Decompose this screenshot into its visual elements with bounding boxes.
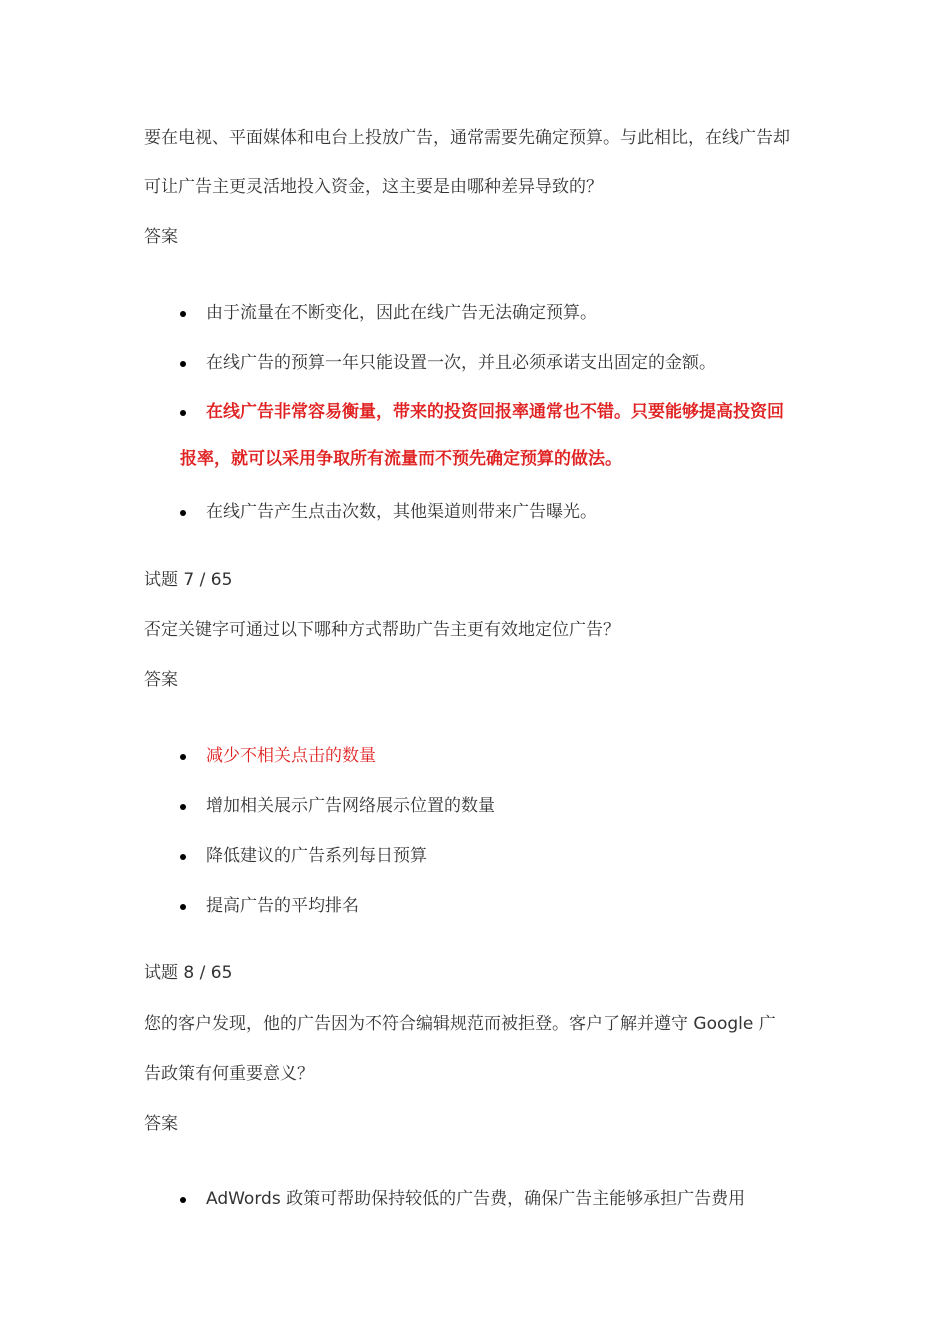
bullet-icon <box>180 754 186 760</box>
q8-question-line-1: 您的客户发现，他的广告因为不符合编辑规范而被拒登。客户了解并遵守 Google 广 <box>144 1014 776 1034</box>
bullet-icon <box>180 311 186 317</box>
q6-option-3-continuation: 报率，就可以采用争取所有流量而不预先确定预算的做法。 <box>180 449 622 469</box>
bullet-icon <box>180 361 186 367</box>
bullet-icon <box>180 804 186 810</box>
q6-answer-label: 答案 <box>144 227 178 247</box>
bullet-icon <box>180 904 186 910</box>
bullet-icon <box>180 854 186 860</box>
q7-option-1-text: 减少不相关点击的数量 <box>206 746 376 766</box>
q6-option-3-text: 在线广告非常容易衡量，带来的投资回报率通常也不错。只要能够提高投资回 <box>206 402 784 422</box>
q8-option-1-text: AdWords 政策可帮助保持较低的广告费，确保广告主能够承担广告费用 <box>206 1189 746 1209</box>
bullet-icon <box>180 410 186 416</box>
q8-answer-label: 答案 <box>144 1114 178 1134</box>
q8-header: 试题 8 / 65 <box>144 963 233 983</box>
bullet-icon <box>180 510 186 516</box>
q7-option-2-text: 增加相关展示广告网络展示位置的数量 <box>206 796 495 816</box>
bullet-icon <box>180 1197 186 1203</box>
q7-option-3-text: 降低建议的广告系列每日预算 <box>206 846 427 866</box>
q7-option-4-text: 提高广告的平均排名 <box>206 896 359 916</box>
q6-option-1-text: 由于流量在不断变化，因此在线广告无法确定预算。 <box>206 303 597 323</box>
q6-question-line-2: 可让广告主更灵活地投入资金，这主要是由哪种差异导致的？ <box>144 177 603 197</box>
q7-answer-label: 答案 <box>144 670 178 690</box>
q7-header: 试题 7 / 65 <box>144 570 233 590</box>
q6-question-line-1: 要在电视、平面媒体和电台上投放广告，通常需要先确定预算。与此相比，在线广告却 <box>144 128 790 148</box>
q8-question-line-2: 告政策有何重要意义？ <box>144 1064 314 1084</box>
q6-option-4-text: 在线广告产生点击次数，其他渠道则带来广告曝光。 <box>206 502 597 522</box>
q7-question: 否定关键字可通过以下哪种方式帮助广告主更有效地定位广告？ <box>144 620 620 640</box>
q6-option-2-text: 在线广告的预算一年只能设置一次，并且必须承诺支出固定的金额。 <box>206 353 716 373</box>
